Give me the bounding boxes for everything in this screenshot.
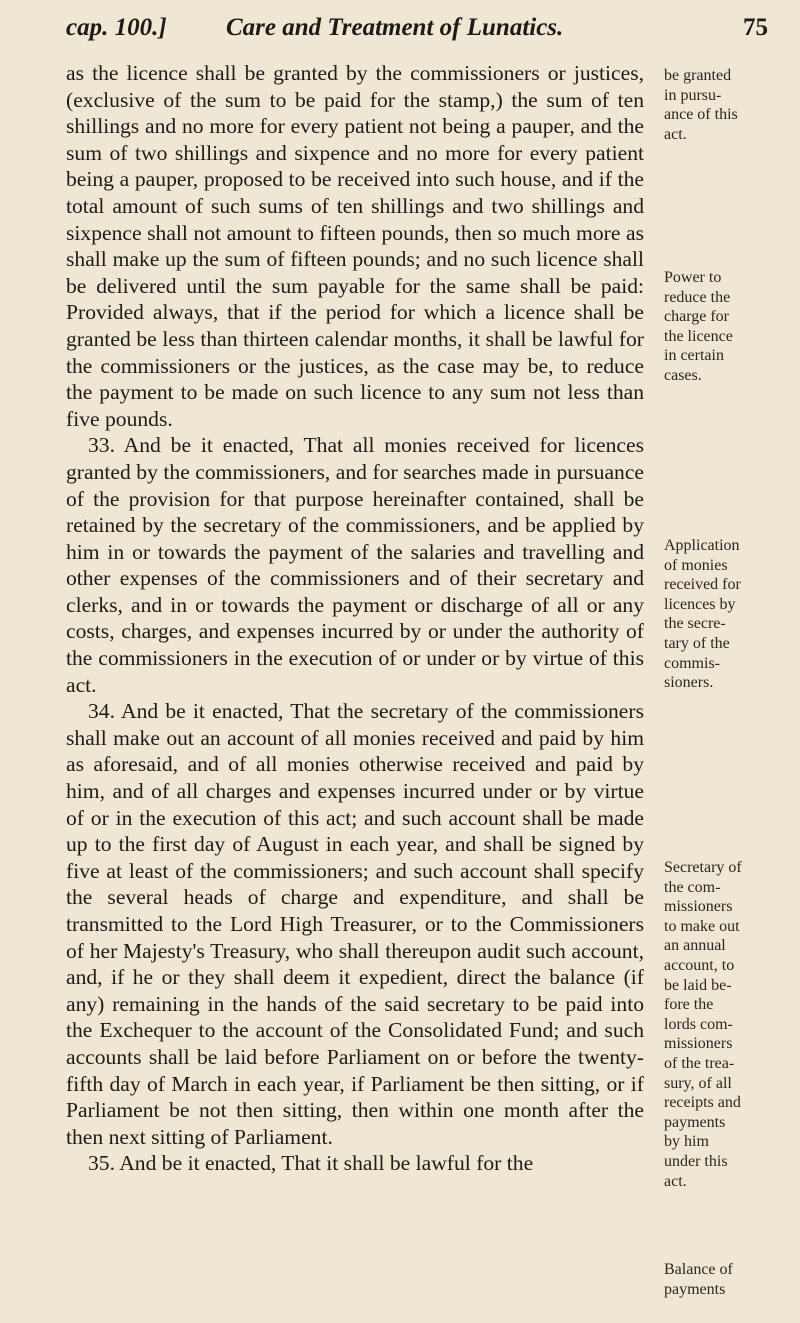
margin-note-application-of-monies: Application of monies received for licences by the secre- tary of the commis- sioners. xyxy=(664,537,741,692)
margin-note-licence-granted: be granted in pursu- ance of this act. xyxy=(664,67,738,143)
margin-note-balance-of-payments: Balance of payments xyxy=(664,1261,733,1298)
margin-note-power-to-reduce: Power to reduce the charge for the licence in certain cases. xyxy=(664,269,733,384)
chapter-reference: cap. 100.] xyxy=(66,14,167,41)
running-title: Care and Treatment of Lunatics. xyxy=(226,14,564,41)
page-number: 75 xyxy=(743,14,768,41)
running-header xyxy=(66,8,768,48)
main-text-column xyxy=(66,60,644,1177)
section-35: 35. And be it enacted, That it shall be lawful for the xyxy=(88,1151,534,1176)
continued-paragraph: as the licence shall be granted by the commissioners or justices, (exclusive of the sum to be paid for the stamp,) the sum of ten shillings and no more for every patient not being a pauper, and the sum of two shillings and sixpence and no more for every patient being a pauper, proposed to be received into such house, and if the total amount of such sums of ten shillings and two shillings and sixpence shall not amount to fifteen pounds, then so much more as shall make up the sum of fifteen pounds; and no such licence shall be delivered until the sum payable for the same shall be paid: Provided always, that if the period for which a licence shall be granted be less than thirteen calendar months, it shall be lawful for the commissioners or the justices, as the case may be, to reduce the payment to be made on such licence to any sum not less than five pounds. xyxy=(66,61,644,431)
section-33: 33. And be it enacted, That all monies received for licences granted by the commissioners, and for searches made in pursuance of the provision for that purpose hereinafter contained, shall be retained by the secretary of the commissioners, and be applied by him in or towards the payment of the salaries and travelling and other expenses of the commissioners and of their secretary and clerks, and in or towards the payment or discharge of all or any costs, charges, and expenses incurred by or under the authority of the commissioners in the execution of or under or by virtue of this act. xyxy=(66,433,644,697)
section-34: 34. And be it enacted, That the secretary of the commissioners shall make out an account of all monies received and paid by him as aforesaid, and of all monies otherwise received and paid by him, and of all charges and expenses incurred under or by virtue of or in the execution of this act; and such account shall be made up to the first day of August in each year, and shall be signed by five at least of the commissioners; and such account shall specify the several heads of charge and expenditure, and shall be transmitted to the Lord High Treasurer, or to the Commissioners of her Majesty's Treasury, who shall thereupon audit such account, and, if he or they shall deem it expedient, direct the balance (if any) remaining in the hands of the said secretary to be paid into the Exchequer to the account of the Consolidated Fund; and such accounts shall be laid before Parliament on or before the twenty-fifth day of March in each year, if Parliament be then sitting, or if Parliament be not then sitting, then within one month after the then next sitting of Parliament. xyxy=(66,699,644,1149)
margin-note-secretary-account: Secretary of the com- missioners to make out an annual account, to be laid be- fore the lords com- missioners of the trea- sury, of all receipts and payments by him under this act. xyxy=(664,859,742,1190)
